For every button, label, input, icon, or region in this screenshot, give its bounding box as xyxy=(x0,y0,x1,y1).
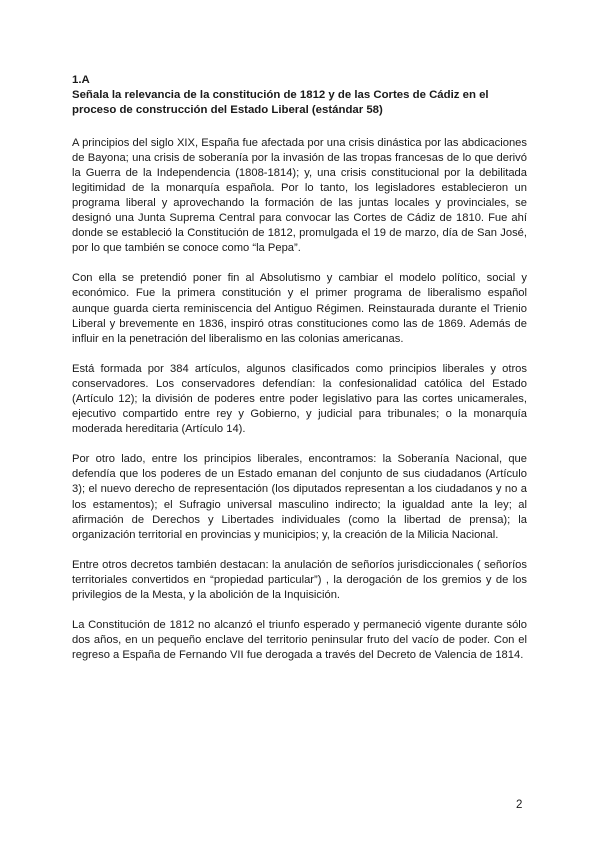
paragraph-liberal-principles: Por otro lado, entre los principios liberales, encontramos: la Soberanía Nacional, que defendía que los poderes de un Estado emanan del conjunto de sus ciudadanos (Artículo 3); el nuevo derecho de representación (los diputados representan a los ciudadanos y no a los estamentos); el Sufragio universal masculino indirecto; la igualdad ante la ley; al afirmación de Derechos y Libertades individuales (como la libertad de prensa); la organización territorial en provincias y municipios; y, la creación de la Milicia Nacional. xyxy=(72,453,527,541)
paragraph-decrees: Entre otros decretos también destacan: la anulación de señoríos jurisdiccionales ( señoríos territoriales convertidos en “propiedad particular”) , la derogación de los gremios y de los privilegios de la Mesta, y la abolición de la Inquisición. xyxy=(72,558,527,602)
page-number: 2 xyxy=(516,799,523,811)
paragraph-structure: Está formada por 384 artículos, algunos clasificados como principios liberales y otros conservadores. Los conservadores defendían: la confesionalidad católica del Estado (Artículo 12); la división de poderes entre poder legislativo para las cortes unicamerales, ejecutivo compartido entre rey y Gobierno, y judicial para tribunales; o la monarquía moderada hereditaria (Artículo 14). xyxy=(72,362,527,436)
section-title: Señala la relevancia de la constitución de 1812 y de las Cortes de Cádiz en el proceso de construcción del Estado Liberal (estándar 58) xyxy=(72,89,489,117)
paragraph-outcome: La Constitución de 1812 no alcanzó el triunfo esperado y permaneció vigente durante sólo dos años, en un pequeño enclave del territorio peninsular fruto del vacío de poder. Con el regreso a España de Fernando VII fue derogada a través del Decreto de Valencia de 1814. xyxy=(72,619,527,662)
section-number: 1.A xyxy=(72,74,90,86)
paragraph-context: A principios del siglo XIX, España fue afectada por una crisis dinástica por las abdicaciones de Bayona; una crisis de soberanía por la invasión de las tropas francesas de lo que derivó la Guerra de la Independencia (1808-1814); y, una crisis constitucional por la debilitada legitimidad de la monarquía española. Por lo tanto, los legisladores establecieron un programa liberal y aprovechando la formación de las juntas locales y provinciales, se designó una Junta Suprema Central para convocar las Cortes de Cádiz de 1810. Fue ahí donde se estableció la Constitución de 1812, promulgada el 19 de marzo, día de San José, por lo que también se conoce como “la Pepa”. xyxy=(72,136,527,255)
page-content xyxy=(72,73,527,663)
paragraph-aims: Con ella se pretendió poner fin al Absolutismo y cambiar el modelo político, social y económico. Fue la primera constitución y el primer programa de liberalismo español aunque guarda cierta reminiscencia del Antiguo Régimen. Reinstaurada durante el Trienio Liberal y brevemente en 1836, inspiró otras constituciones como las de 1869. Además de influir en la penetración del liberalismo en las colonias americanas. xyxy=(72,272,527,345)
